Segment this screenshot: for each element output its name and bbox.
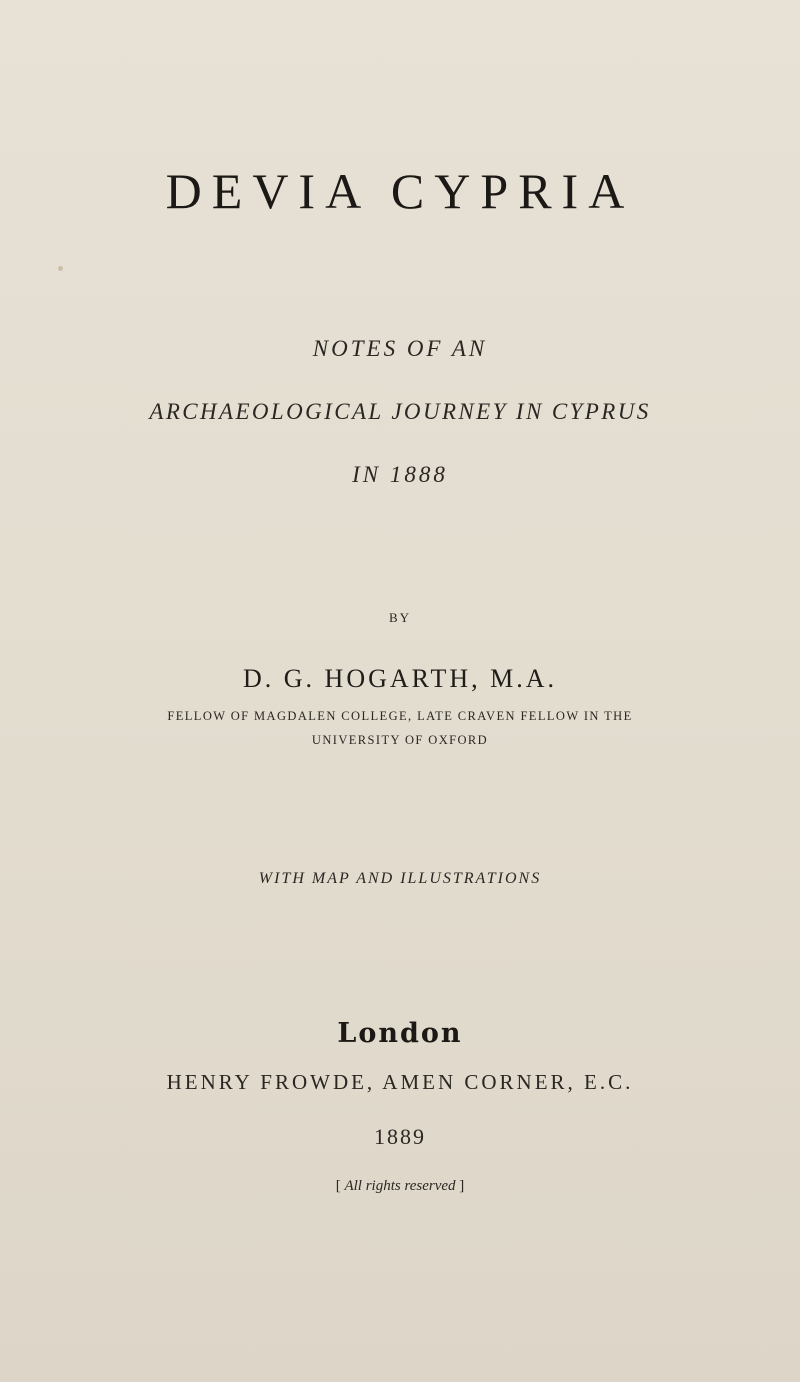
author-name: D. G. HOGARTH, M.A. xyxy=(243,664,557,693)
illustrations-note: WITH MAP AND ILLUSTRATIONS xyxy=(258,870,542,887)
affiliation-line-1: FELLOW OF MAGDALEN COLLEGE, LATE CRAVEN FELLOW IN THE xyxy=(167,709,633,723)
rights-open-bracket: [ xyxy=(335,1178,341,1194)
paper-speck xyxy=(58,266,63,271)
rights-text: All rights reserved xyxy=(344,1178,456,1194)
affiliation-line-2: UNIVERSITY OF OXFORD xyxy=(311,733,489,747)
book-title: DEVIA CYPRIA xyxy=(165,163,635,219)
publication-year: 1889 xyxy=(374,1124,426,1149)
rights-notice xyxy=(0,1178,800,1195)
by-label: BY xyxy=(388,610,412,625)
publisher-name: HENRY FROWDE, AMEN CORNER, E.C. xyxy=(166,1070,634,1094)
publication-city: London xyxy=(337,1018,463,1049)
subtitle-line-2: ARCHAEOLOGICAL JOURNEY IN CYPRUS xyxy=(149,399,651,424)
subtitle-line-3: IN 1888 xyxy=(352,462,448,487)
subtitle-line-1: NOTES OF AN xyxy=(312,336,488,361)
rights-close-bracket: ] xyxy=(459,1178,465,1194)
